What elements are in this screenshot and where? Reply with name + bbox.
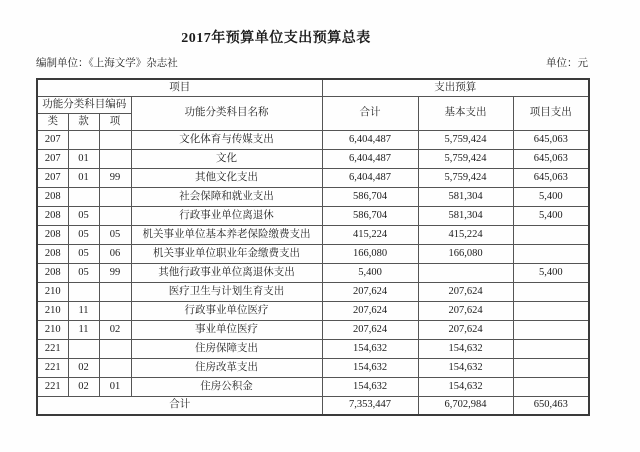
cell-basic: 166,080 <box>418 244 513 263</box>
cell-project <box>513 377 589 396</box>
budget-table <box>36 78 590 416</box>
cell-code-section <box>68 282 99 301</box>
cell-basic: 5,759,424 <box>418 130 513 149</box>
cell-code-class: 208 <box>37 263 68 282</box>
table-row <box>37 358 589 377</box>
cell-code-class: 208 <box>37 244 68 263</box>
cell-subject-name: 社会保障和就业支出 <box>131 187 322 206</box>
cell-project <box>513 358 589 377</box>
cell-total: 207,624 <box>322 282 418 301</box>
cell-total: 6,404,487 <box>322 130 418 149</box>
cell-total: 6,404,487 <box>322 149 418 168</box>
cell-total: 207,624 <box>322 301 418 320</box>
table-header <box>37 79 589 130</box>
cell-code-class: 207 <box>37 130 68 149</box>
cell-code-item: 05 <box>99 225 131 244</box>
cell-code-item: 02 <box>99 320 131 339</box>
cell-project: 645,063 <box>513 168 589 187</box>
table-row <box>37 244 589 263</box>
cell-code-item <box>99 339 131 358</box>
cell-total: 154,632 <box>322 358 418 377</box>
cell-subject-name: 其他行政事业单位离退休支出 <box>131 263 322 282</box>
cell-code-class: 210 <box>37 320 68 339</box>
cell-code-section: 01 <box>68 168 99 187</box>
cell-code-section <box>68 339 99 358</box>
cell-subject-name: 机关事业单位职业年金缴费支出 <box>131 244 322 263</box>
table-row <box>37 263 589 282</box>
cell-subject-name: 文化体育与传媒支出 <box>131 130 322 149</box>
page-title: 2017年预算单位支出预算总表 <box>181 31 371 46</box>
cell-basic <box>418 263 513 282</box>
cell-subject-name: 住房公积金 <box>131 377 322 396</box>
cell-subject-name: 文化 <box>131 149 322 168</box>
cell-project <box>513 320 589 339</box>
cell-total: 207,624 <box>322 320 418 339</box>
cell-code-section: 05 <box>68 225 99 244</box>
cell-basic: 207,624 <box>418 301 513 320</box>
cell-code-section: 05 <box>68 263 99 282</box>
cell-total: 154,632 <box>322 377 418 396</box>
header-code-section: 款 <box>68 113 99 130</box>
cell-code-class: 207 <box>37 168 68 187</box>
header-group-row <box>37 79 589 96</box>
cell-subject-name: 医疗卫生与计划生育支出 <box>131 282 322 301</box>
cell-code-item <box>99 149 131 168</box>
prepared-by-label: 编制单位：《上海文学》杂志社 <box>36 58 178 69</box>
cell-code-class: 210 <box>37 301 68 320</box>
cell-subject-name: 住房改革支出 <box>131 358 322 377</box>
table-row <box>37 320 589 339</box>
cell-total: 166,080 <box>322 244 418 263</box>
cell-code-section: 05 <box>68 206 99 225</box>
cell-project: 5,400 <box>513 187 589 206</box>
cell-basic: 154,632 <box>418 377 513 396</box>
cell-code-section <box>68 187 99 206</box>
cell-code-item <box>99 301 131 320</box>
cell-basic: 581,304 <box>418 206 513 225</box>
header-subgroup-row <box>37 96 589 113</box>
cell-basic: 5,759,424 <box>418 149 513 168</box>
table-footer <box>37 396 589 415</box>
cell-code-class: 221 <box>37 339 68 358</box>
cell-subject-name: 其他文化支出 <box>131 168 322 187</box>
cell-code-item <box>99 282 131 301</box>
cell-total: 5,400 <box>322 263 418 282</box>
header-code-group: 功能分类科目编码 <box>37 96 131 113</box>
cell-code-class: 208 <box>37 225 68 244</box>
table-row <box>37 187 589 206</box>
cell-basic: 207,624 <box>418 282 513 301</box>
header-project-group: 项目 <box>37 79 322 96</box>
cell-project: 645,063 <box>513 130 589 149</box>
cell-total: 415,224 <box>322 225 418 244</box>
cell-code-section: 02 <box>68 377 99 396</box>
cell-code-class: 221 <box>37 358 68 377</box>
cell-code-item <box>99 130 131 149</box>
total-row-label: 合计 <box>37 396 322 415</box>
cell-code-item: 06 <box>99 244 131 263</box>
cell-code-item <box>99 206 131 225</box>
cell-subject-name: 住房保障支出 <box>131 339 322 358</box>
header-code-item: 项 <box>99 113 131 130</box>
cell-basic: 207,624 <box>418 320 513 339</box>
cell-code-item <box>99 187 131 206</box>
cell-code-item: 01 <box>99 377 131 396</box>
table-row <box>37 377 589 396</box>
cell-code-class: 221 <box>37 377 68 396</box>
cell-code-section: 05 <box>68 244 99 263</box>
header-projectcol: 项目支出 <box>513 96 589 130</box>
cell-total: 154,632 <box>322 339 418 358</box>
cell-code-class: 208 <box>37 187 68 206</box>
cell-code-section: 01 <box>68 149 99 168</box>
cell-total: 6,404,487 <box>322 168 418 187</box>
table-row <box>37 168 589 187</box>
cell-project: 645,063 <box>513 149 589 168</box>
table-row <box>37 206 589 225</box>
header-budget-group: 支出预算 <box>322 79 589 96</box>
cell-project <box>513 301 589 320</box>
cell-project: 5,400 <box>513 263 589 282</box>
total-row <box>37 396 589 415</box>
cell-project: 5,400 <box>513 206 589 225</box>
table-row <box>37 301 589 320</box>
header-total-col: 合计 <box>322 96 418 130</box>
total-row-total: 7,353,447 <box>322 396 418 415</box>
cell-subject-name: 机关事业单位基本养老保险缴费支出 <box>131 225 322 244</box>
cell-code-item: 99 <box>99 263 131 282</box>
cell-subject-name: 行政事业单位离退休 <box>131 206 322 225</box>
cell-subject-name: 事业单位医疗 <box>131 320 322 339</box>
cell-code-class: 208 <box>37 206 68 225</box>
cell-basic: 415,224 <box>418 225 513 244</box>
cell-code-section <box>68 130 99 149</box>
cell-project <box>513 339 589 358</box>
cell-total: 586,704 <box>322 206 418 225</box>
cell-basic: 154,632 <box>418 339 513 358</box>
table-row <box>37 339 589 358</box>
total-row-project: 650,463 <box>513 396 589 415</box>
cell-basic: 5,759,424 <box>418 168 513 187</box>
header-code-class: 类 <box>37 113 68 130</box>
meta-row <box>36 57 588 71</box>
cell-code-section: 02 <box>68 358 99 377</box>
cell-code-class: 207 <box>37 149 68 168</box>
table-row <box>37 149 589 168</box>
cell-code-section: 11 <box>68 301 99 320</box>
cell-project <box>513 282 589 301</box>
cell-project <box>513 225 589 244</box>
header-name-col: 功能分类科目名称 <box>131 96 322 130</box>
table-row <box>37 130 589 149</box>
header-basic-col: 基本支出 <box>418 96 513 130</box>
cell-basic: 154,632 <box>418 358 513 377</box>
table-row <box>37 225 589 244</box>
cell-total: 586,704 <box>322 187 418 206</box>
cell-code-item <box>99 358 131 377</box>
unit-label: 单位：元 <box>546 58 588 69</box>
cell-code-section: 11 <box>68 320 99 339</box>
total-row-basic: 6,702,984 <box>418 396 513 415</box>
cell-code-item: 99 <box>99 168 131 187</box>
table-row <box>37 282 589 301</box>
cell-basic: 581,304 <box>418 187 513 206</box>
cell-project <box>513 244 589 263</box>
cell-code-class: 210 <box>37 282 68 301</box>
table-body <box>37 130 589 396</box>
cell-subject-name: 行政事业单位医疗 <box>131 301 322 320</box>
